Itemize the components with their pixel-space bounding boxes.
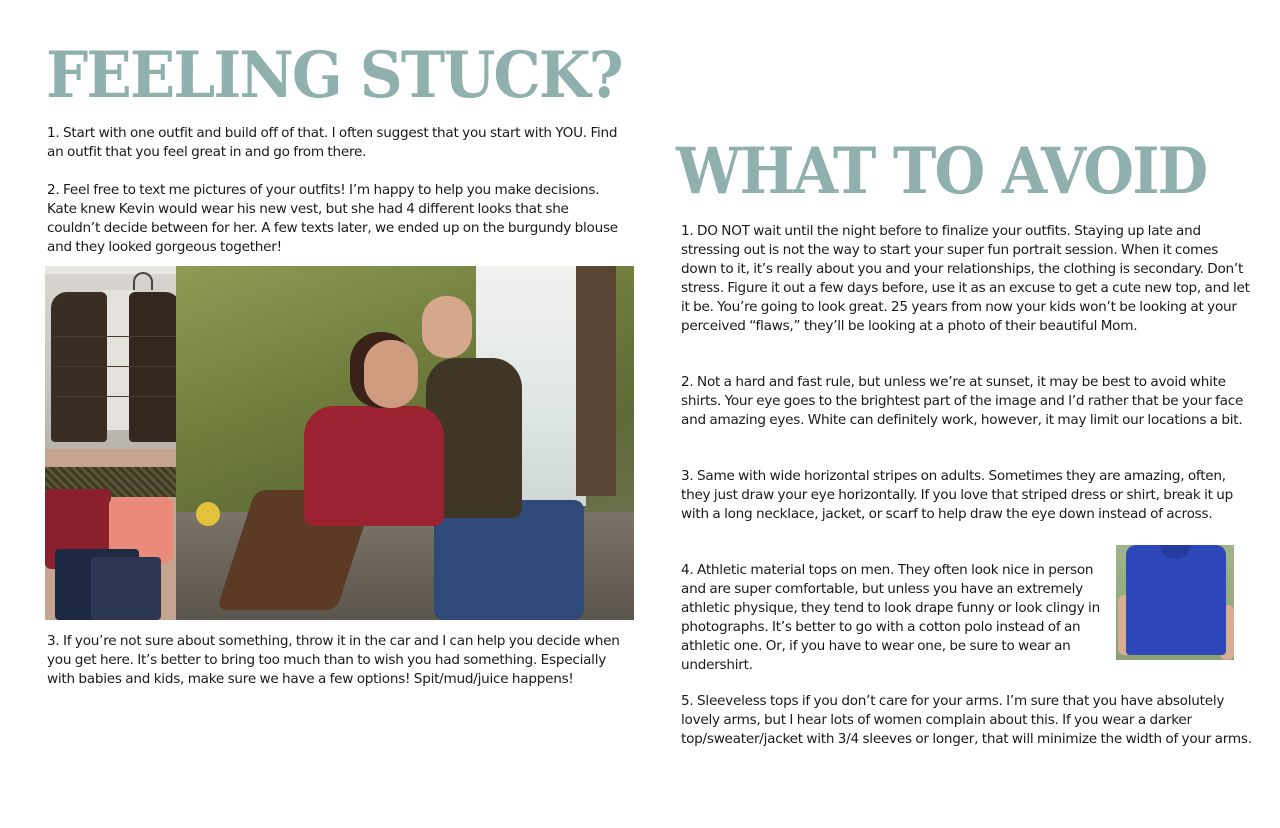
feeling-stuck-heading: FEELING STUCK? [46,38,622,113]
vest-outfit-photo [45,266,176,449]
right-tip-4: 4. Athletic material tops on men. They often look nice in person and are super comfortable, but unless you have an extremely athletic physique, they tend to look drape funny or look clingy in photographs. It’s better to go with a cotton polo instead of an athletic one. Or, if you have to wear one, be sure to wear an undershirt. [681,562,1100,673]
left-tip-3: 3. If you’re not sure about something, throw it in the car and I can help you decide when you get here. It’s better to bring too much than to wish you had something. Especially with babies and kids, make sure we have a few options! Spit/mud/juice happens! [47,633,620,687]
clothing-options-photo [45,449,176,620]
left-tip-1: 1. Start with one outfit and build off of that. I often suggest that you start with YOU. Find an outfit that you feel great in and go from there. [47,125,618,160]
athletic-polo-photo [1116,545,1234,660]
couple-waterfall-photo [176,266,634,620]
right-tip-1: 1. DO NOT wait until the night before to finalize your outfits. Staying up late and stressing out is not the way to start your super fun portrait session. When it comes down to it, it’s really about you and your relationships, the clothing is secondary. Don’t stress. Figure it out a few days before, use it as an excuse to get a cute new top, and let it be. You’re going to look great. 25 years from now your kids won’t be looking at your perceived “flaws,” they’ll be looking at a photo of their beautiful Mom. [681,223,1250,334]
right-tip-5: 5. Sleeveless tops if you don’t care for your arms. I’m sure that you have absolutely lovely arms, but I hear lots of women complain about this. If you wear a darker top/sweater/jacket with 3/4 sleeves or longer, that will minimize the width of your arms. [681,693,1252,747]
right-tip-3: 3. Same with wide horizontal stripes on adults. Sometimes they are amazing, often, they just draw your eye horizontally. If you love that striped dress or shirt, break it up with a long necklace, jacket, or scarf to help draw the eye down instead of across. [681,468,1233,522]
left-tip-2: 2. Feel free to text me pictures of your outfits! I’m happy to help you make decisions. Kate knew Kevin would wear his new vest, but she had 4 different looks that she couldn’t decide between for her. A few texts later, we ended up on the burgundy blouse and they looked gorgeous together! [47,182,618,255]
what-to-avoid-heading: WHAT TO AVOID [676,134,1207,209]
right-tip-2: 2. Not a hard and fast rule, but unless we’re at sunset, it may be best to avoid white shirts. Your eye goes to the brightest part of the image and I’d rather that be your face and amazing eyes. White can definitely work, however, it may limit our locations a bit. [681,374,1244,428]
